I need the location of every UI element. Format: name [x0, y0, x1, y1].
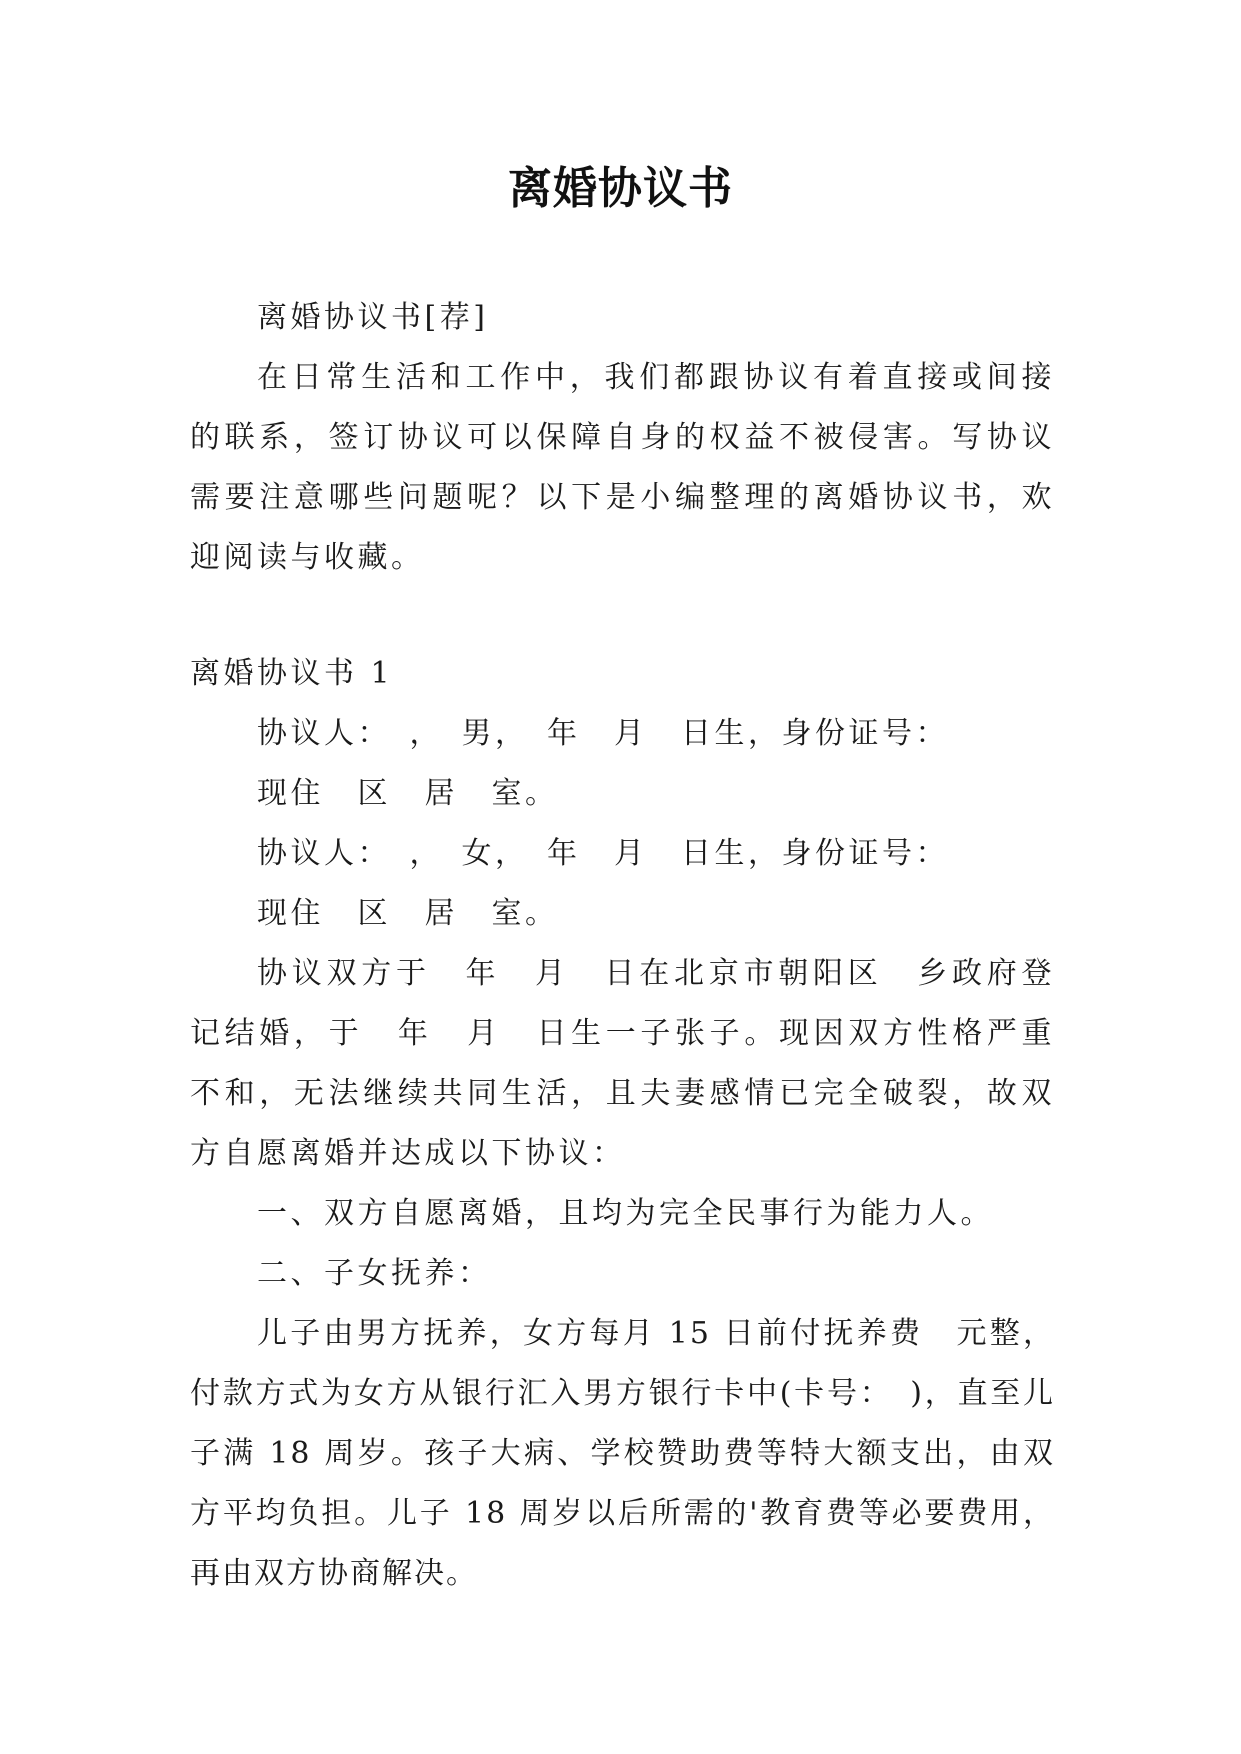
clause-two-heading: 二、子女抚养：: [257, 1256, 492, 1291]
party-female: 协议人： ， 女， 年 月 日生，身份证号：: [257, 836, 949, 871]
document-title: 离婚协议书: [508, 163, 733, 214]
intro-heading: 离婚协议书[荐]: [257, 300, 489, 335]
clause-two-body: 儿子由男方抚养，女方每月 15 日前付抚养费 元整，付款方式为女方从银行汇入男方银行卡中(卡号： )，直至儿子满 18 周岁。孩子大病、学校赞助费等特大额支出，由双方平均负担。儿子 18 周岁以后所需的'教育费等必要费用，再由双方协商解决。: [190, 1316, 1055, 1591]
section-heading: 离婚协议书 1: [190, 656, 394, 691]
paragraph-spacer: [190, 588, 1055, 644]
document-body: [190, 288, 1055, 1604]
party-male-address: 现住 区 居 室。: [257, 776, 559, 811]
marriage-paragraph: 协议双方于 年 月 日在北京市朝阳区 乡政府登记结婚，于 年 月 日生一子张子。现因双方性格严重不和，无法继续共同生活，且夫妻感情已完全破裂，故双方自愿离婚并达成以下协议：: [190, 956, 1055, 1171]
clause-one: 一、双方自愿离婚，且均为完全民事行为能力人。: [257, 1196, 994, 1231]
party-male: 协议人： ， 男， 年 月 日生，身份证号：: [257, 716, 949, 751]
party-female-address: 现住 区 居 室。: [257, 896, 559, 931]
intro-paragraph: 在日常生活和工作中，我们都跟协议有着直接或间接的联系，签订协议可以保障自身的权益不被侵害。写协议需要注意哪些问题呢？以下是小编整理的离婚协议书，欢迎阅读与收藏。: [190, 360, 1055, 575]
